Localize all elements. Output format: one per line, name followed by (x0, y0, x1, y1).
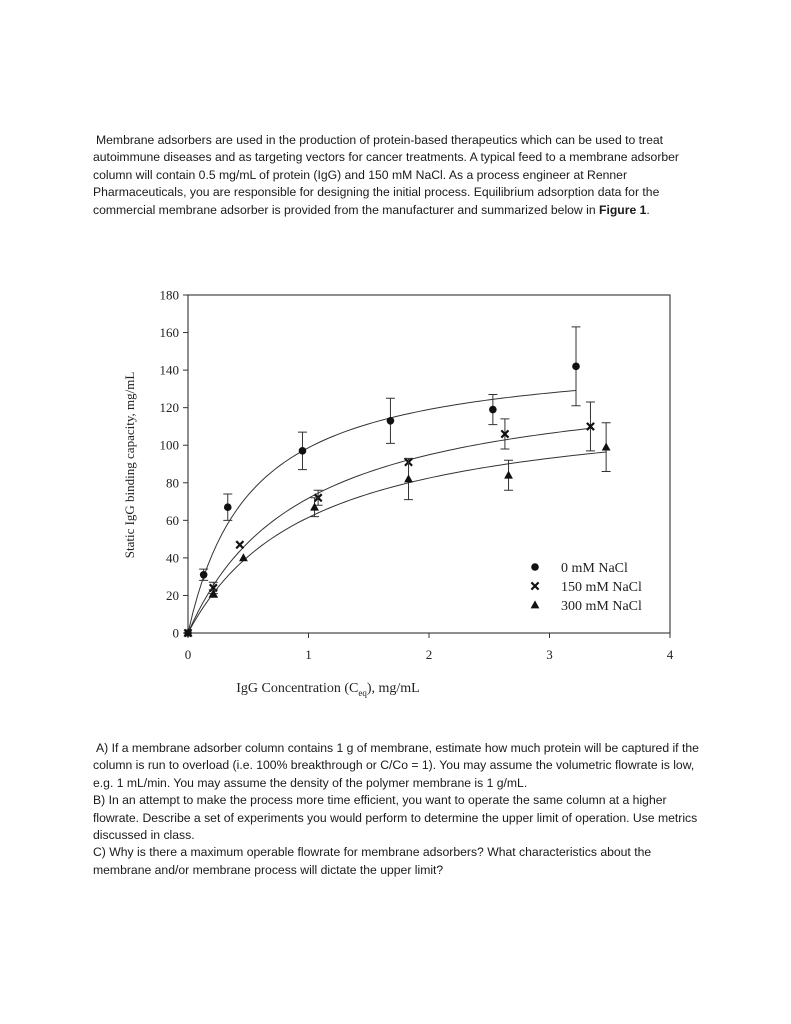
y-tick-label: 40 (166, 550, 179, 566)
x-tick-label: 2 (425, 647, 433, 662)
data-point-x (236, 541, 243, 548)
question-c: C) Why is there a maximum operable flowrate for membrane adsorbers? What characteristics about the membrane and/or membrane process will dictate the upper limit? (93, 845, 652, 877)
y-axis-label: Static IgG binding capacity, mg/mL (122, 371, 137, 559)
data-point-circle (299, 447, 307, 455)
question-b: B) In an attempt to make the process more time efficient, you want to operate the same column at a higher flowrate. Describe a set of experiments you would perform to determine the upper limit of operation. Use metrics discussed in class. (93, 793, 698, 843)
y-tick-label: 180 (159, 287, 179, 303)
figure-reference: Figure 1 (599, 202, 647, 217)
legend-label: 300 mM NaCl (561, 599, 642, 614)
data-point-triangle (310, 503, 319, 511)
x-tick-label: 1 (305, 647, 312, 662)
y-tick-label: 20 (166, 587, 179, 603)
y-tick-label: 160 (159, 325, 179, 341)
fit-curve-x (188, 428, 590, 633)
y-tick-label: 100 (159, 437, 179, 453)
questions (93, 740, 703, 879)
question-a: A) If a membrane adsorber column contains 1 g of membrane, estimate how much protein will be captured if the column is run to overload (i.e. 100% breakthrough or C/Co = 1). You may assume the volumetric flowrate is low, e.g. 1 mL/min. You may assume the density of the polymer membrane is 1 g/mL. (93, 741, 699, 790)
data-point-circle (572, 363, 580, 371)
data-markers (184, 327, 611, 637)
x-axis (185, 633, 674, 662)
y-tick-label: 80 (166, 475, 179, 491)
legend-marker-x (531, 582, 538, 589)
y-tick-label: 120 (159, 400, 179, 416)
legend (531, 561, 642, 614)
x-tick-label: 4 (666, 647, 674, 662)
data-point-circle (489, 406, 497, 414)
y-tick-label: 140 (159, 362, 179, 378)
legend-marker-triangle (531, 600, 540, 608)
y-axis (160, 288, 189, 641)
data-point-circle (224, 503, 232, 511)
intro-end: . (646, 202, 650, 217)
x-tick-label: 3 (546, 647, 553, 662)
data-point-circle (387, 417, 395, 425)
fit-curve-triangle (188, 452, 606, 633)
legend-marker-circle (531, 563, 539, 571)
fit-curves (188, 391, 606, 634)
y-tick-label: 60 (166, 512, 179, 528)
fit-curve-circle (188, 391, 576, 634)
data-point-circle (200, 571, 208, 579)
x-tick-label: 0 (184, 647, 192, 662)
data-point-triangle (504, 471, 513, 479)
intro-text: Membrane adsorbers are used in the production of protein-based therapeutics which can be used to treat autoimmune diseases and as targeting vectors for cancer treatments. A typical feed to a membrane adsorber column will contain 0.5 mg/mL of protein (IgG) and 150 mM NaCl. As a process engineer at Renner Pharmaceuticals, you are responsible for designing the initial process. Equilibrium adsorption data for the commercial membrane adsorber is provided from the manufacturer and summarized below in (93, 133, 679, 217)
figure-1-chart (110, 280, 690, 710)
data-point-triangle (404, 474, 413, 482)
intro-paragraph (93, 132, 703, 219)
y-tick-label: 0 (172, 625, 179, 641)
x-axis-label: IgG Concentration $(C_{eq})$, mg/mL (236, 681, 420, 698)
legend-label: 150 mM NaCl (561, 580, 642, 595)
legend-label: 0 mM NaCl (561, 561, 628, 576)
data-point-triangle (602, 443, 611, 451)
